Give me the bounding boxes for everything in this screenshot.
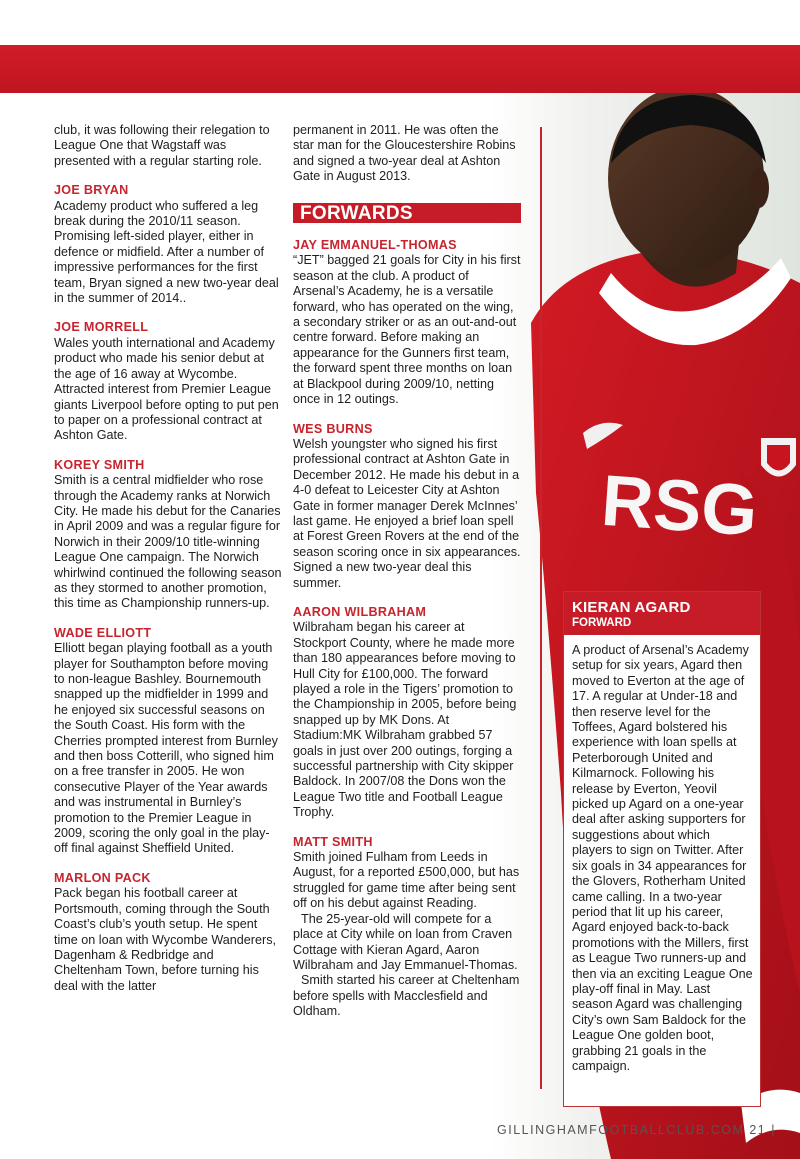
featured-player-position: FORWARD: [572, 617, 632, 629]
player-name: MARLON PACK: [54, 870, 151, 885]
section-heading: FORWARDS: [293, 203, 521, 223]
player-name: JAY EMMANUEL-THOMAS: [293, 238, 457, 253]
player-entry: [293, 835, 521, 1020]
player-bio: Wales youth international and Academy product who made his senior debut at the age of 16 away at Wycombe. Attracted interest from Premier League giants Liverpool before opting to put pen to paper on a professional contract at Ashton Gate.: [54, 335, 279, 443]
player-bio: Elliott began playing football as a youth player for Southampton before moving to non-league Bashley. Bournemouth snapped up the midfielder in 1999 and he enjoyed six successful seasons on the South Coast. His form with the Cherries prompted interest from Burnley and then boss Cotterill, who signed him on a free transfer in 2005. He won consecutive Player of the Year awards and was instrumental in Burnley’s promotion to the Premier League in 2009, scoring the only goal in the play-off final against Sheffield United.: [54, 641, 278, 856]
player-entry: [54, 871, 282, 994]
player-entry: [293, 422, 521, 591]
footer-separator: |: [771, 1123, 776, 1137]
player-bio: Smith is a central midfielder who rose through the Academy ranks at Norwich City. He made his debut for the Canaries in April 2009 and was a regular figure for Norwich in their 2009/10 title-winning League One campaign. The Norwich whirlwind continued the following season as they stormed to another promotion, this time as Championship runners-up.: [54, 473, 282, 611]
site-url: GILLINGHAMFOOTBALLCLUB.COM: [497, 1123, 745, 1137]
player-name: WADE ELLIOTT: [54, 625, 152, 640]
player-entry: [54, 458, 282, 612]
player-name: KOREY SMITH: [54, 457, 145, 472]
shirt-sponsor-text: RSG: [598, 460, 761, 552]
featured-player-name: KIERAN AGARD: [572, 599, 691, 616]
player-bio: Wilbraham began his career at Stockport County, where he made more than 180 appearances before moving to Hull City for £100,000. The forward played a role in the Tigers’ promotion to the Championship in 2005, before being snapped up by MK Dons. At Stadium:MK Wilbraham grabbed 57 goals in just over 200 outings, forging a successful partnership with City skipper Baldock. In 2007/08 the Dons won the League Two title and Football League Trophy.: [293, 620, 517, 820]
featured-player-bio: A product of Arsenal’s Academy setup for six years, Agard then moved to Everton at the age of 17. A regular at Under-18 and then reserve level for the Toffees, Agard bolstered his experience with loan spells at Peterborough United and Kilmarnock. Following his release by Everton, Yeovil picked up Agard on a one-year deal after asking supporters for suggestions about which players to sign on Twitter. After six goals in 34 appearances for the Glovers, Rotherham United came calling. In a two-year period that lit up his career, Agard enjoyed back-to-back promotions with the Millers, first as League Two runners-up and then via an exciting League One play-off final in May. Last season Agard was challenging City’s own Sam Baldock for the League One golden boot, grabbing 21 goals in the campaign.: [572, 643, 753, 1073]
player-bio-paragraph: The 25-year-old will compete for a place at City while on loan from Craven Cottage with Kieran Agard, Aaron Wilbraham and Jay Emmanuel-Thomas.: [293, 911, 518, 972]
player-name: WES BURNS: [293, 421, 373, 436]
player-bio: Welsh youngster who signed his first professional contract at Ashton Gate in December 2012. He made his debut in a 4-0 defeat to Leicester City at Ashton Gate in former manager Derek McInnes’ last game. He enjoyed a brief loan spell at Forest Green Rovers at the end of the season scoring once in six appearances. Signed a new two-year deal this summer.: [293, 436, 521, 590]
player-entry: [54, 183, 282, 306]
player-name: JOE BRYAN: [54, 183, 129, 198]
featured-player-box: [563, 591, 761, 1107]
column-one: [54, 123, 282, 1008]
continued-text: club, it was following their relegation to League One that Wagstaff was presented with a regular starting role.: [54, 123, 270, 168]
column-two: [293, 123, 521, 1034]
featured-player-header: [564, 592, 760, 635]
player-bio: Smith joined Fulham from Leeds in August, for a reported £500,000, but has struggled for game time after being sent off on his debut against Reading.: [293, 850, 520, 911]
player-name: JOE MORRELL: [54, 320, 149, 335]
player-entry: [293, 605, 521, 821]
column-rule: [540, 127, 542, 1089]
player-bio-paragraph: Smith started his career at Cheltenham before spells with Macclesfield and Oldham.: [293, 973, 520, 1019]
player-bio: “JET” bagged 21 goals for City in his first season at the club. A product of Arsenal’s Academy, he is a versatile forward, who has operated on the wing, a secondary striker or as an out-and-out centre forward. Before making an appearance for the Gunners first team, the forward spent three months on loan at Blackpool during 2009/10, netting once in 12 outings.: [293, 253, 521, 407]
player-entry: [54, 320, 282, 443]
page-footer: [497, 1123, 776, 1137]
page-number: 21: [749, 1123, 767, 1137]
player-name: MATT SMITH: [293, 834, 373, 849]
player-entry: [293, 238, 521, 407]
club-crest-icon: [761, 438, 796, 477]
player-bio: Academy product who suffered a leg break during the 2010/11 season. Promising left-sided player, either in defence or midfield. After a number of impressive performances for the first team, Bryan signed a new two-year deal in the summer of 2014..: [54, 198, 279, 306]
top-red-band: [0, 45, 800, 93]
continued-text: permanent in 2011. He was often the star man for the Gloucestershire Robins and signed a two-year deal at Ashton Gate in August 2013.: [293, 123, 516, 184]
player-name: AARON WILBRAHAM: [293, 604, 427, 619]
player-bio: Pack began his football career at Portsmouth, coming through the South Coast’s club’s youth setup. He spent time on loan with Wycombe Wanderers, Dagenham & Redbridge and Cheltenham Town, before turning his deal with the latter: [54, 886, 276, 993]
player-entry: [54, 626, 282, 857]
